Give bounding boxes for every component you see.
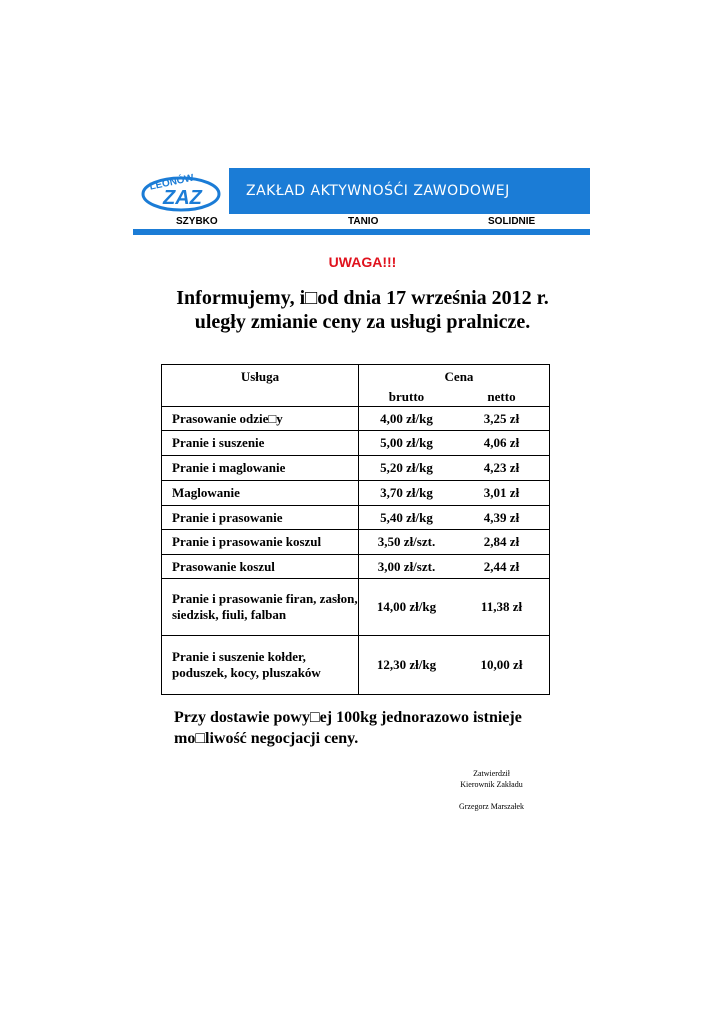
header-bottom-bar xyxy=(133,229,590,235)
table-header-row xyxy=(162,365,550,407)
table-row xyxy=(162,456,550,481)
zaz-logo-icon xyxy=(137,169,225,213)
service-name: Prasowanie koszul xyxy=(162,555,359,579)
table-row xyxy=(162,530,550,555)
gross-price: 12,30 zł/kg xyxy=(376,657,437,672)
net-price: 10,00 zł xyxy=(480,657,523,672)
note-line-2: mo□liwość negocjacji ceny. xyxy=(174,730,359,747)
gross-price: 5,00 zł/kg xyxy=(380,435,433,450)
note-line-1: Przy dostawie powy□ej 100kg jednorazowo istnieje xyxy=(174,709,522,726)
price-cell xyxy=(359,407,550,431)
slogan-solid: SOLIDNIE xyxy=(488,216,536,227)
service-name: Maglowanie xyxy=(162,481,359,506)
headline-line-2: uległy zmianie ceny za usługi pralnicze. xyxy=(194,311,531,333)
service-name: Pranie i suszenie kołder, poduszek, kocy, pluszaków xyxy=(162,636,359,695)
slogan-cheap: TANIO xyxy=(348,216,379,227)
service-name: Pranie i prasowanie xyxy=(162,506,359,530)
logo xyxy=(133,168,229,214)
negotiation-note xyxy=(174,707,574,749)
price-cell xyxy=(359,555,550,579)
header-price-label: Cena xyxy=(444,368,474,384)
header-net: netto xyxy=(487,388,516,404)
logo-main-text: ZAZ xyxy=(163,187,202,209)
gross-price: 5,20 zł/kg xyxy=(380,460,433,475)
announcement-headline xyxy=(0,286,725,334)
alert-heading: UWAGA!!! xyxy=(328,254,397,270)
table-row xyxy=(162,431,550,456)
price-cell xyxy=(359,530,550,555)
price-cell xyxy=(359,456,550,481)
signature-name: Grzegorz Marszałek xyxy=(458,802,525,811)
service-name: Prasowanie odzie□y xyxy=(162,407,359,431)
logo-top-text: LEONÓW xyxy=(148,172,195,193)
net-price: 4,39 zł xyxy=(483,509,520,525)
table-row xyxy=(162,579,550,636)
table-row xyxy=(162,555,550,579)
table-row xyxy=(162,407,550,431)
net-price: 4,23 zł xyxy=(483,460,520,475)
table-row xyxy=(162,481,550,506)
company-title: ZAKŁAD AKTYWNOŚĆI ZAWODOWEJ xyxy=(246,183,510,199)
service-name: Pranie i maglowanie xyxy=(162,456,359,481)
price-cell xyxy=(359,506,550,530)
header-price-sub xyxy=(359,388,549,406)
headline-line-1: Informujemy, i□od dnia 17 września 2012 r. xyxy=(176,287,549,309)
price-table xyxy=(161,364,550,695)
gross-price: 3,00 zł/szt. xyxy=(377,558,436,574)
gross-price: 14,00 zł/kg xyxy=(376,599,437,614)
net-price: 2,84 zł xyxy=(483,534,520,549)
service-name: Pranie i prasowanie firan, zasłon, siedzisk, fiuli, falban xyxy=(162,579,359,636)
service-name: Pranie i suszenie xyxy=(162,431,359,456)
net-price: 2,44 zł xyxy=(483,558,520,574)
header-price xyxy=(359,365,550,407)
table-row xyxy=(162,636,550,695)
net-price: 11,38 zł xyxy=(480,599,523,614)
header-banner xyxy=(133,168,590,214)
signature-approved: Zatwierdził xyxy=(473,769,510,778)
gross-price: 3,70 zł/kg xyxy=(380,485,433,500)
gross-price: 3,50 zł/szt. xyxy=(377,534,436,549)
table-row xyxy=(162,506,550,530)
gross-price: 4,00 zł/kg xyxy=(380,410,433,426)
header-gross: brutto xyxy=(388,388,425,404)
service-name: Pranie i prasowanie koszul xyxy=(162,530,359,555)
slogan-bar xyxy=(133,214,590,228)
net-price: 3,01 zł xyxy=(483,485,520,500)
slogan-fast: SZYBKO xyxy=(176,216,218,227)
price-cell xyxy=(359,636,550,695)
price-cell xyxy=(359,431,550,456)
price-cell xyxy=(359,481,550,506)
price-cell xyxy=(359,579,550,636)
gross-price: 5,40 zł/kg xyxy=(380,509,433,525)
signature-role: Kierownik Zakładu xyxy=(460,780,523,789)
net-price: 4,06 zł xyxy=(483,435,520,450)
net-price: 3,25 zł xyxy=(483,410,520,426)
header-service: Usługa xyxy=(162,365,359,407)
